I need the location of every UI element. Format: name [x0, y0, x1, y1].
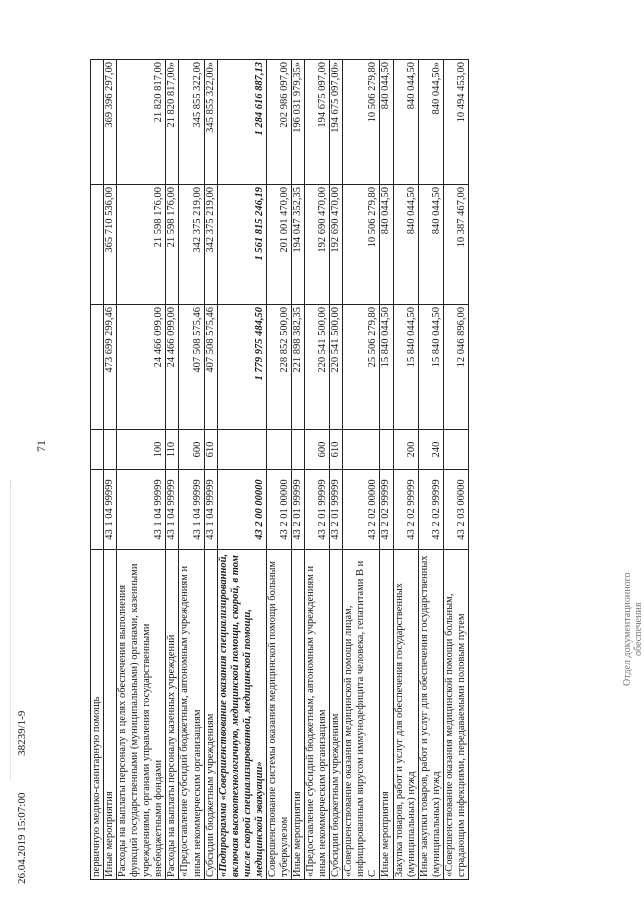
table-row: [380, 60, 393, 880]
row-amount-1: 25 506 279,80: [343, 305, 380, 430]
table-row: [393, 60, 418, 880]
row-amount-2: 10 506 279,80: [343, 185, 380, 305]
row-amount-3: 840 044,50: [380, 60, 393, 185]
row-amount-2: 1 561 815 246,19: [217, 185, 266, 305]
table-row: [166, 60, 179, 880]
row-name: Иные мероприятия: [292, 550, 305, 880]
row-name: Субсидии бюджетным учреждениям: [204, 550, 217, 880]
row-name: Иные закупки товаров, работ и услуг для обеспечения государственных (муниципальных) нужд: [418, 550, 443, 880]
row-code: 43 2 01 99999: [305, 470, 330, 550]
row-amount-1: 15 840 044,50: [418, 305, 443, 430]
row-name: «Предоставление субсидий бюджетным, автономным учреждениям и иным некоммерческим организациям: [179, 550, 204, 880]
row-amount-3: 202 986 097,00: [266, 60, 291, 185]
row-expense-type: [266, 430, 291, 470]
budget-table-body: [91, 60, 469, 880]
row-expense-type: [343, 430, 380, 470]
row-amount-2: 201 001 470,00: [266, 185, 291, 305]
row-code: 43 2 01 99999: [292, 470, 305, 550]
row-amount-3: [91, 60, 104, 185]
row-name: Иные мероприятия: [380, 550, 393, 880]
row-amount-2: 840 044,50: [418, 185, 443, 305]
row-code: 43 2 01 99999: [330, 470, 343, 550]
row-amount-1: 15 840 044,50: [380, 305, 393, 430]
row-amount-3: 21 820 817,00: [117, 60, 166, 185]
row-expense-type: 200: [393, 430, 418, 470]
row-amount-2: 342 375 219,00: [204, 185, 217, 305]
row-code: 43 2 01 00000: [266, 470, 291, 550]
table-row: [418, 60, 443, 880]
row-amount-3: 369 396 297,00: [104, 60, 117, 185]
table-row: [217, 60, 266, 880]
row-amount-3: 345 855 322,00»: [204, 60, 217, 185]
row-amount-1: 12 046 896,00: [443, 305, 468, 430]
row-expense-type: 240: [418, 430, 443, 470]
row-name: Закупка товаров, работ и услуг для обеспечения государственных (муниципальных) нужд: [393, 550, 418, 880]
row-amount-2: 840 044,50: [393, 185, 418, 305]
row-name: Иные мероприятия: [104, 550, 117, 880]
table-row: [204, 60, 217, 880]
row-amount-2: 10 387 467,00: [443, 185, 468, 305]
row-expense-type: 610: [204, 430, 217, 470]
row-name: первичную медико-санитарную помощь: [91, 550, 104, 880]
row-name: Субсидии бюджетным учреждениям: [330, 550, 343, 880]
row-name: «Подпрограмма «Совершенствование оказания специализированной, включая высокотехнологичную, медицинской помощи, скорой, в том числе скорой специализированной, медицинской помощи, медицинской эвакуации»: [217, 550, 266, 880]
row-expense-type: [91, 430, 104, 470]
row-expense-type: 110: [166, 430, 179, 470]
row-code: 43 1 04 99999: [204, 470, 217, 550]
row-amount-1: 1 779 975 484,50: [217, 305, 266, 430]
row-amount-1: 24 466 099,00: [117, 305, 166, 430]
row-expense-type: [443, 430, 468, 470]
table-row: [330, 60, 343, 880]
row-code: 43 2 00 00000: [217, 470, 266, 550]
table-row: [117, 60, 166, 880]
row-amount-1: 15 840 044,50: [393, 305, 418, 430]
row-expense-type: [292, 430, 305, 470]
row-amount-2: 192 690 470,00: [305, 185, 330, 305]
row-code: 43 2 03 00000: [443, 470, 468, 550]
row-expense-type: 600: [179, 430, 204, 470]
row-code: [91, 470, 104, 550]
table-row: [343, 60, 380, 880]
row-amount-1: 220 541 500,00: [305, 305, 330, 430]
table-row: [292, 60, 305, 880]
row-code: 43 1 04 99999: [179, 470, 204, 550]
row-amount-2: 840 044,50: [380, 185, 393, 305]
row-amount-1: 407 508 575,46: [204, 305, 217, 430]
row-expense-type: [104, 430, 117, 470]
row-amount-3: 10 494 453,00: [443, 60, 468, 185]
table-row: [104, 60, 117, 880]
row-amount-2: 192 690 470,00: [330, 185, 343, 305]
row-amount-2: 342 375 219,00: [179, 185, 204, 305]
budget-table: [90, 59, 469, 880]
page-number: 71: [34, 440, 48, 452]
row-amount-2: 194 047 352,35: [292, 185, 305, 305]
row-code: 43 1 04 99999: [166, 470, 179, 550]
row-amount-2: 365 710 536,00: [104, 185, 117, 305]
row-amount-1: 228 852 500,00: [266, 305, 291, 430]
row-amount-2: 21 598 176,00: [166, 185, 179, 305]
row-code: 43 1 04 99999: [104, 470, 117, 550]
row-name: «Совершенствование оказания медицинской помощи лицам, инфицированным вирусом иммунодефицита человека, гепатитами B и C: [343, 550, 380, 880]
table-row: [443, 60, 468, 880]
row-code: 43 2 02 00000: [343, 470, 380, 550]
row-code: 43 1 04 99999: [117, 470, 166, 550]
row-amount-1: 220 541 500,00: [330, 305, 343, 430]
row-amount-3: 196 031 979,35»: [292, 60, 305, 185]
table-row: [305, 60, 330, 880]
stamp-line-1: Отдел документационного: [622, 572, 633, 686]
row-amount-3: 1 284 616 887,13: [217, 60, 266, 185]
row-expense-type: [380, 430, 393, 470]
footer-datetime: 26.04.2019 15:07:00: [16, 792, 28, 884]
row-name: «Предоставление субсидий бюджетным, автономным учреждениям и иным некоммерческим организациям: [305, 550, 330, 880]
row-amount-1: 473 699 299,46: [104, 305, 117, 430]
table-row: [266, 60, 291, 880]
row-amount-1: 24 466 099,00: [166, 305, 179, 430]
row-expense-type: 600: [305, 430, 330, 470]
row-amount-2: [91, 185, 104, 305]
row-name: Совершенствование системы оказания медицинской помощи больным туберкулезом: [266, 550, 291, 880]
row-amount-3: 10 506 279,80: [343, 60, 380, 185]
row-amount-3: 345 855 322,00: [179, 60, 204, 185]
table-row: [179, 60, 204, 880]
footer-doc-id: 38239/1-9: [16, 710, 28, 756]
row-code: 43 2 02 99999: [380, 470, 393, 550]
row-amount-3: 840 044,50: [393, 60, 418, 185]
footer: [16, 677, 28, 884]
row-amount-1: [91, 305, 104, 430]
budget-table-wrapper: [90, 60, 532, 880]
stamp-line-2: обеспечения: [633, 602, 644, 656]
row-amount-3: 194 675 097,00»: [330, 60, 343, 185]
table-row: [91, 60, 104, 880]
row-amount-3: 21 820 817,00»: [166, 60, 179, 185]
department-stamp: [622, 573, 644, 686]
row-code: 43 2 02 99999: [393, 470, 418, 550]
row-amount-1: 221 898 382,35: [292, 305, 305, 430]
row-name: Расходы на выплаты персоналу в целях обеспечения выполнения функций государственными (муниципальными) органами, казенными учреждениями, органами управления государственными внебюджетными фондами: [117, 550, 166, 880]
row-amount-3: 194 675 097,00: [305, 60, 330, 185]
row-amount-2: 21 598 176,00: [117, 185, 166, 305]
row-expense-type: 100: [117, 430, 166, 470]
row-name: Расходы на выплаты персоналу казенных учреждений: [166, 550, 179, 880]
row-amount-3: 840 044,50»: [418, 60, 443, 185]
row-expense-type: [217, 430, 266, 470]
row-name: «Совершенствование оказания медицинской помощи больным, страдающим инфекциями, передаваемыми половым путем: [443, 550, 468, 880]
row-code: 43 2 02 99999: [418, 470, 443, 550]
row-expense-type: 610: [330, 430, 343, 470]
row-amount-1: 407 508 575,46: [179, 305, 204, 430]
